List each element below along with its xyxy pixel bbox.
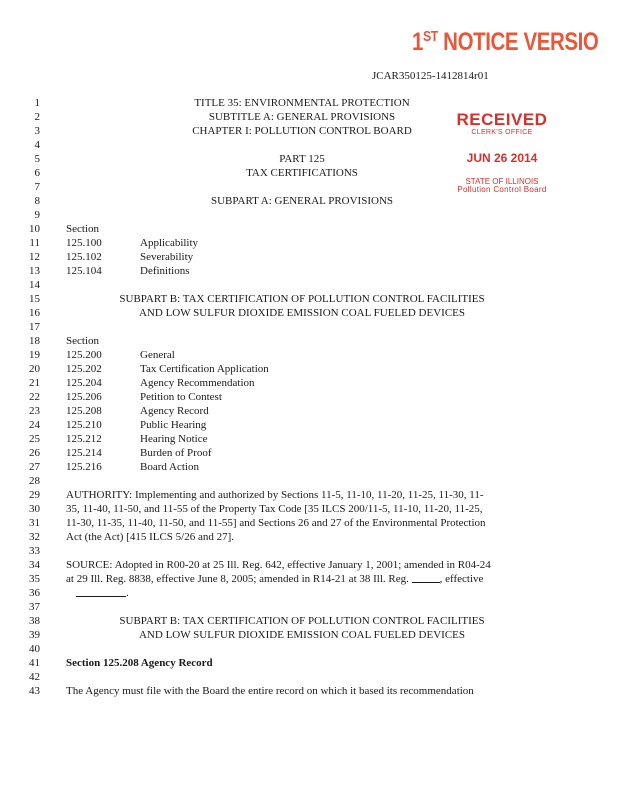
doc-line: 41 Section 125.208 Agency Record <box>29 657 213 669</box>
section-number: 125.214 <box>66 447 102 459</box>
authority-text: 35, 11-40, 11-50, and 11-55 of the Property Tax Code [35 ILCS 200/11-5, 11-10, 11-20, 11-25, <box>66 503 483 515</box>
doc-line: 29 AUTHORITY: Implementing and authorized by Sections 11-5, 11-10, 11-20, 11-25, 11-30, 11- <box>29 489 484 501</box>
subpart-a-heading: SUBPART A: GENERAL PROVISIONS <box>211 195 393 207</box>
received-date: JUN 26 2014 <box>466 151 538 165</box>
doc-line: 42 <box>29 671 40 683</box>
doc-line: 40 <box>29 643 40 655</box>
section-name: Tax Certification Application <box>140 363 269 375</box>
toc-row: 12 125.102 Severability <box>29 251 194 263</box>
doc-line: 7 <box>34 181 40 193</box>
doc-line: 36 . <box>29 587 129 599</box>
toc-row: 25 125.212 Hearing Notice <box>29 433 208 445</box>
toc-row: 13 125.104 Definitions <box>29 265 190 277</box>
toc-row: 27 125.216 Board Action <box>29 461 199 473</box>
section-name: Burden of Proof <box>140 447 212 459</box>
title-heading: TITLE 35: ENVIRONMENTAL PROTECTION <box>194 97 410 109</box>
subtitle-heading: SUBTITLE A: GENERAL PROVISIONS <box>208 111 396 123</box>
section-number: 125.208 <box>66 405 102 417</box>
section-name: Severability <box>140 251 194 263</box>
doc-line: 31 11-30, 11-35, 11-40, 11-50, and 11-55] and Sections 26 and 27 of the Environmental Protection <box>29 517 486 529</box>
section-name: Petition to Contest <box>140 391 222 403</box>
section-name: Public Hearing <box>140 419 207 431</box>
jcar-code: JCAR350125-1412814r01 <box>372 70 489 82</box>
section-number: 125.104 <box>66 265 102 277</box>
section-name: Agency Record <box>140 405 209 417</box>
section-name: Hearing Notice <box>140 433 208 445</box>
doc-line: 3 CHAPTER I: POLLUTION CONTROL BOARD <box>0 124 619 138</box>
doc-line: 16 AND LOW SULFUR DIOXIDE EMISSION COAL FUELED DEVICES <box>0 306 619 320</box>
doc-line: 34 SOURCE: Adopted in R00-20 at 25 Ill. Reg. 642, effective January 1, 2001; amended in R04-24 <box>29 559 491 571</box>
doc-line: 33 <box>29 545 40 557</box>
authority-text: AUTHORITY: Implementing and authorized by Sections 11-5, 11-10, 11-20, 11-25, 11-30, 11- <box>66 489 484 501</box>
doc-line: 6 TAX CERTIFICATIONS <box>0 166 619 180</box>
section-number: 125.102 <box>66 251 102 263</box>
authority-text: 11-30, 11-35, 11-40, 11-50, and 11-55] and Sections 26 and 27 of the Environmental Protection <box>66 517 486 529</box>
source-text: at 29 Ill. Reg. 8838, effective June 8, 2005; amended in R14-21 at 38 Ill. Reg. , effective <box>66 573 484 585</box>
section-number: 125.202 <box>66 363 102 375</box>
subpart-b-heading: SUBPART B: TAX CERTIFICATION OF POLLUTION CONTROL FACILITIES <box>119 293 485 305</box>
section-number: 125.204 <box>66 377 102 389</box>
subpart-b-heading-cont: AND LOW SULFUR DIOXIDE EMISSION COAL FUELED DEVICES <box>138 307 466 319</box>
authority-text: Act (the Act) [415 ILCS 5/26 and 27]. <box>66 531 235 543</box>
doc-line: 10 Section <box>29 223 99 235</box>
section-number: 125.216 <box>66 461 102 473</box>
section-number: 125.210 <box>66 419 102 431</box>
section-name: Agency Recommendation <box>140 377 255 389</box>
doc-line: 14 <box>29 279 40 291</box>
blank-line <box>412 572 440 583</box>
section-number: 125.206 <box>66 391 102 403</box>
subpart-b-heading-repeat-cont: AND LOW SULFUR DIOXIDE EMISSION COAL FUELED DEVICES <box>138 629 466 641</box>
section-heading: Section 125.208 Agency Record <box>66 657 213 669</box>
toc-row: 26 125.214 Burden of Proof <box>29 447 212 459</box>
doc-line: 37 <box>29 601 40 613</box>
clerks-office-label: CLERK'S OFFICE <box>471 129 533 136</box>
doc-line: 4 <box>34 139 40 151</box>
doc-line: 1 TITLE 35: ENVIRONMENTAL PROTECTION <box>0 96 619 110</box>
toc-row: 19 125.200 General <box>29 349 175 361</box>
doc-line: 43 The Agency must file with the Board the entire record on which it based its recommendation <box>29 685 474 697</box>
section-label: Section <box>66 335 99 347</box>
toc-row: 11 125.100 Applicability <box>29 237 199 249</box>
toc-row: 21 125.204 Agency Recommendation <box>29 377 255 389</box>
section-name: Definitions <box>140 265 190 277</box>
section-number: 125.212 <box>66 433 102 445</box>
section-label: Section <box>66 223 99 235</box>
toc-row: 23 125.208 Agency Record <box>29 405 209 417</box>
section-name: General <box>140 349 175 361</box>
doc-line: 17 <box>29 321 40 333</box>
doc-line: 30 35, 11-40, 11-50, and 11-55 of the Property Tax Code [35 ILCS 200/11-5, 11-10, 11-20, 11-25, <box>29 503 483 515</box>
subpart-b-heading-repeat: SUBPART B: TAX CERTIFICATION OF POLLUTION CONTROL FACILITIES <box>119 615 485 627</box>
board-label: Pollution Control Board <box>457 185 547 194</box>
source-text: . <box>76 586 129 600</box>
state-label: STATE OF ILLINOIS <box>465 177 539 186</box>
doc-line: 8 SUBPART A: GENERAL PROVISIONS <box>0 194 619 208</box>
doc-line: 39 AND LOW SULFUR DIOXIDE EMISSION COAL FUELED DEVICES <box>0 628 619 642</box>
doc-line: 9 <box>34 209 40 221</box>
doc-line: 28 <box>29 475 40 487</box>
body-text: The Agency must file with the Board the entire record on which it based its recommendation <box>66 685 474 697</box>
doc-line: 15 SUBPART B: TAX CERTIFICATION OF POLLUTION CONTROL FACILITIES <box>0 292 619 306</box>
doc-line: 5 PART 125 <box>0 152 619 166</box>
part-title: TAX CERTIFICATIONS <box>246 167 358 179</box>
section-name: Board Action <box>140 461 199 473</box>
doc-line: 35 at 29 Ill. Reg. 8838, effective June 8, 2005; amended in R14-21 at 38 Ill. Reg. , effective <box>29 573 484 585</box>
toc-row: 20 125.202 Tax Certification Application <box>29 363 269 375</box>
doc-line: 18 Section <box>29 335 99 347</box>
doc-line: 2 SUBTITLE A: GENERAL PROVISIONS <box>0 110 619 124</box>
source-text: SOURCE: Adopted in R00-20 at 25 Ill. Reg. 642, effective January 1, 2001; amended in R04-24 <box>66 559 491 571</box>
section-number: 125.100 <box>66 237 102 249</box>
blank-line <box>76 586 126 597</box>
toc-row: 22 125.206 Petition to Contest <box>29 391 222 403</box>
part-heading: PART 125 <box>279 153 325 165</box>
section-name: Applicability <box>140 237 199 249</box>
chapter-heading: CHAPTER I: POLLUTION CONTROL BOARD <box>192 125 412 137</box>
section-number: 125.200 <box>66 349 102 361</box>
received-label: RECEIVED <box>456 110 548 129</box>
doc-line: 32 Act (the Act) [415 ILCS 5/26 and 27]. <box>29 531 235 543</box>
first-notice-stamp: 1ST NOTICE VERSIO <box>412 28 599 56</box>
toc-row: 24 125.210 Public Hearing <box>29 419 207 431</box>
doc-line: 38 SUBPART B: TAX CERTIFICATION OF POLLUTION CONTROL FACILITIES <box>0 614 619 628</box>
